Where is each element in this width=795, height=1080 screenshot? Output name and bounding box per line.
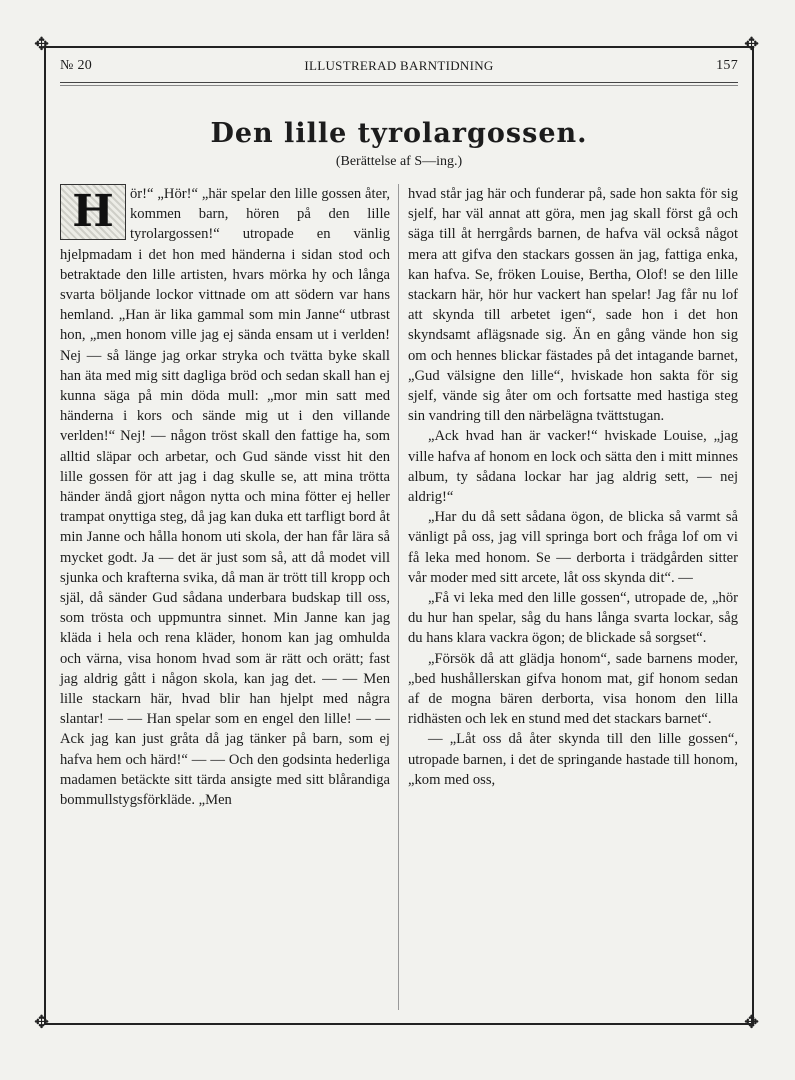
corner-ornament-icon: ✥ [744, 34, 760, 55]
dropcap-ornament [60, 184, 126, 240]
corner-ornament-icon: ✥ [34, 1012, 50, 1033]
article-subtitle: (Berättelse af S—ing.) [335, 154, 463, 169]
left-column [60, 184, 390, 810]
issue-number: № 20 [60, 58, 93, 73]
dropcap-letter: H [72, 186, 114, 237]
article-title: Den lille tyrolargossen. [210, 118, 588, 149]
border-bottom [44, 1023, 754, 1025]
header-rule [60, 82, 738, 83]
paragraph: — „Låt oss då åter skynda till den lille gossen“, utropade barnen, i det de springande hastade till honom, „kom med oss, [408, 731, 738, 788]
paragraph: „Ack hvad han är vacker!“ hviskade Louise, „jag ville hafva af honom en lock och sätta den i mitt minnes album, ty sådana lockar har jag aldrig sett, — nej aldrig!“ [408, 428, 738, 506]
border-top [44, 46, 754, 48]
paragraph: „Försök då att glädja honom“, sade barnens moder, „bed hushållerskan gifva honom mat, gif honom sedan af de mogna bären derborta, visa honom den lilla ridhästen och lek en stund med det stackars barnet“. [408, 650, 738, 728]
corner-ornament-icon: ✥ [34, 34, 50, 55]
column-divider [398, 184, 399, 1010]
corner-ornament-icon: ✥ [744, 1012, 760, 1033]
right-column [408, 184, 738, 790]
paragraph: hvad står jag här och funderar på, sade hon sakta för sig sjelf, har väl annat att göra, men jag skall först gå och säga till åt herrgårds barnen, de hafva väl också något mera att gifva den stackars gossen än jag, fattiga enka, kan hafva. Se, fröken Louise, Bertha, Olof! se den lille stackarn här, hör hur vackert han spelar! Jag får nu lof att skynda till arbetet igen“, sade hon i det hon skyndsamt aflägsnade sig. Än en gång vände hon sig om och hennes blickar fästades på det intagande barnet, „Gud välsigne den lille“, hviskade hon sakta för sig sjelf, vände sig åter om och fortsatte med hastiga steg sin vandring till den närbelägna tvättstugan. [408, 186, 738, 425]
paragraph: „Få vi leka med den lille gossen“, utropade de, „hör du hur han spelar, såg du hans långa svarta lockar, såg du hans klara vackra ögon; de blickade så sorgset“. [408, 590, 738, 647]
page-number: 157 [716, 58, 738, 73]
paragraph: „Har du då sett sådana ögon, de blicka så varmt så vänligt på oss, jag vill springa bort och fråga lof om vi få leka med honom. Se — derborta i trädgården sitter vår moder med sitt arcete, låt oss skynda dit“. — [408, 509, 738, 586]
publication-title: ILLUSTRERAD BARNTIDNING [304, 58, 494, 73]
running-header [60, 58, 738, 78]
border-right [752, 46, 754, 1025]
border-left [44, 46, 46, 1025]
header-rule [60, 85, 738, 86]
paragraph: ör!“ „Hör!“ „här spelar den lille gossen åter, kommen barn, hören på den lille tyrolargossen!“ utropade en vänlig hjelpmadam i det hon med händerna i sidan stod och betraktade den lille artisten, hvars mörka hy och långa svarta böljande lockor vittnade om att södern var hans hemland. „Han är lika gammal som min Janne“ utbrast hon, „men honom ville jag ej sända ensam ut i verlden! Nej — så länge jag orkar stryka och tvätta byke skall han äta med mig sitt dagliga bröd och sedan skall han ej kunna säga på min döda mull: „mor min satt med händerna i kors och sände mig ut i den villande verlden!“ Nej! — någon tröst skall den fattige ha, som alltid släpar och arbetar, och Gud sände visst hit den lille gossen för att jag i dag skulle se, att mina trötta händer ändå gjort någon nytta och mina fötter ej heller trampat onyttiga steg, då jag kan duka ett tarfligt bord åt min Janne och hålla honom uti skola, der han får lära så mycket godt. Ja — det är just som så, att då modet vill sjunka och krafterna svika, då man är trött till kropp och själ, då sänder Gud sådana underbara budskap till oss, som trösta och uppmuntra sinnet. Min Janne kan jag kläda i hela och rena kläder, honom kan jag omhulda och värna, visa honom hvad som är rätt och orätt; fast jag aldrig gått i någon skola, kan jag det. — — Men lille stackarn här, hvad blir han hjelpt med några slantar! — — Han spelar som en engel den lille! — — Ack jag kan just gråta då jag tänker på barn, som ej hafva hem och härd!“ — — Och den godsinta hederliga madamen betäckte sitt tärda ansigte med sitt blårandiga bommullstygsförkläde. „Men [60, 186, 390, 809]
